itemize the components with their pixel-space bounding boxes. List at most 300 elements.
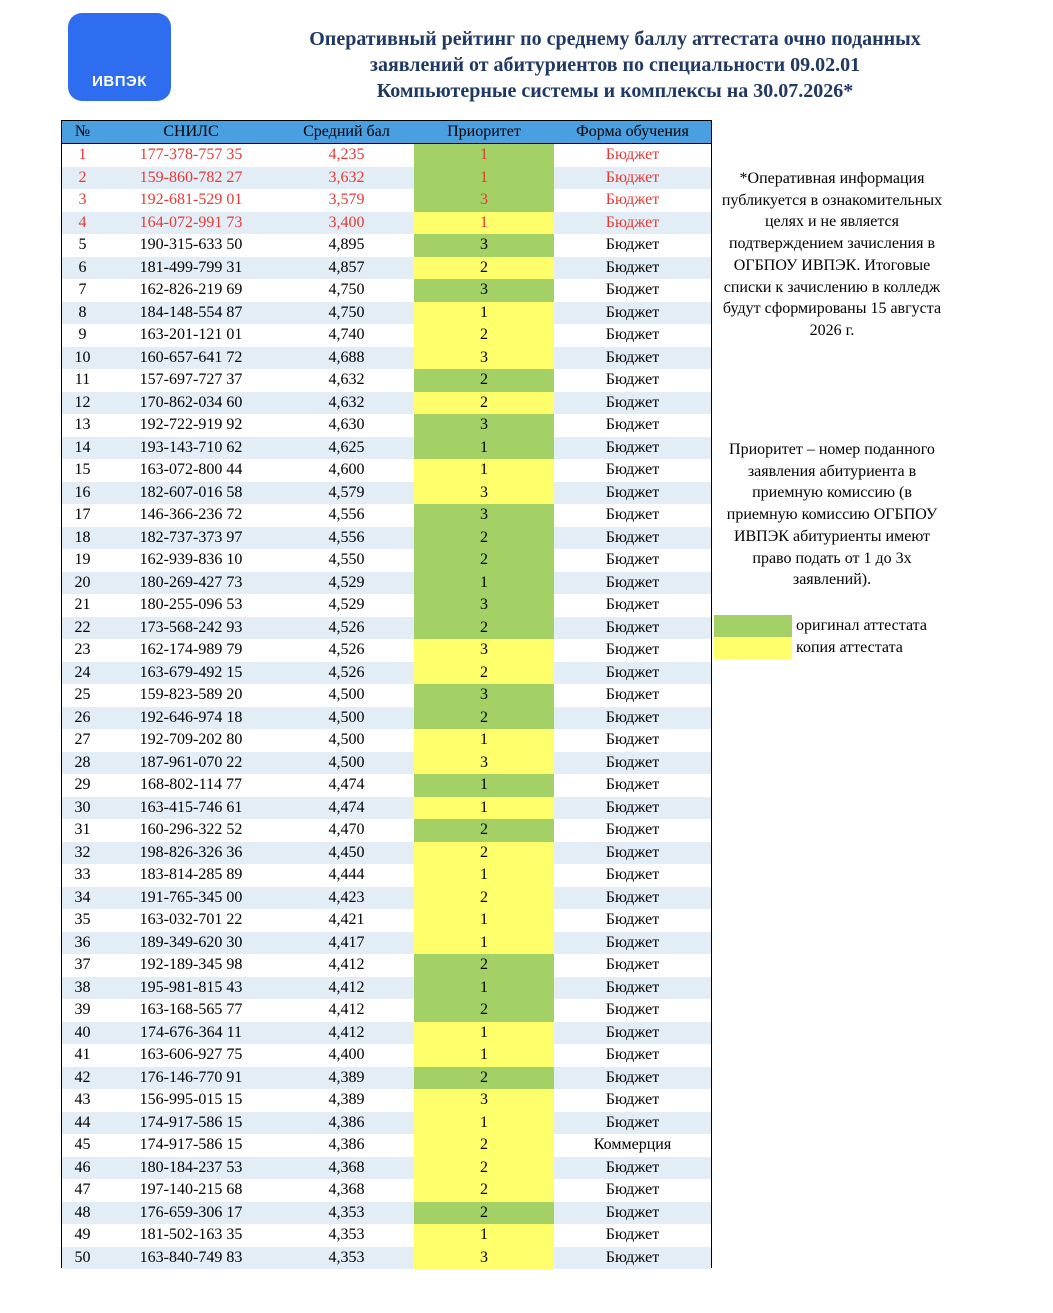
- row-form: Бюджет: [605, 213, 660, 231]
- row-score: 4,750: [328, 303, 365, 321]
- row-form: Бюджет: [605, 843, 660, 861]
- table-row: [62, 819, 711, 842]
- row-num: 31: [74, 821, 91, 838]
- row-form: Бюджет: [605, 348, 660, 366]
- row-form: Бюджет: [605, 461, 660, 478]
- row-snils: 163-606-927 75: [139, 1046, 243, 1063]
- row-priority: 1: [414, 437, 554, 460]
- row-priority: 1: [414, 144, 554, 167]
- row-form: Бюджет: [605, 911, 660, 928]
- row-priority: 2: [414, 1179, 554, 1202]
- row-snils: 192-681-529 01: [139, 191, 243, 208]
- table-row: [62, 279, 711, 302]
- row-score: 4,630: [328, 416, 365, 433]
- row-score: 4,550: [328, 551, 365, 568]
- row-num: 15: [74, 461, 91, 478]
- table-row: [62, 347, 711, 370]
- row-form: Бюджет: [605, 1226, 660, 1243]
- row-snils: 163-679-492 15: [139, 663, 243, 681]
- table-row: [62, 572, 711, 595]
- row-score: 4,368: [328, 1181, 365, 1198]
- row-priority: 2: [414, 887, 554, 910]
- row-score: 4,386: [328, 1136, 365, 1153]
- row-num: 46: [74, 1158, 91, 1176]
- row-priority: 2: [414, 1134, 554, 1157]
- row-form: Бюджет: [605, 258, 660, 276]
- row-priority: 2: [414, 819, 554, 842]
- row-snils: 180-255-096 53: [139, 596, 243, 613]
- table-row: [62, 504, 711, 527]
- row-form: Бюджет: [605, 1068, 660, 1086]
- row-num: 10: [74, 348, 91, 366]
- disclaimer-note: *Оперативная информация публикуется в ознакомительных целях и не является подтверждением зачисления в ОГБПОУ ИВПЭК. Итоговые списки к зачислению в колледж будут сформированы 15 августа 2026 г.: [721, 170, 943, 339]
- row-snils: 159-860-782 27: [139, 168, 243, 186]
- row-num: 24: [74, 663, 91, 681]
- table-header: [62, 120, 711, 144]
- row-num: 13: [74, 416, 91, 433]
- row-form: Бюджет: [605, 168, 660, 186]
- row-priority: 1: [414, 167, 554, 190]
- legend-copy-label: копия аттестата: [796, 639, 903, 656]
- row-priority: 3: [414, 684, 554, 707]
- row-num: 49: [74, 1226, 91, 1243]
- table-row: [62, 639, 711, 662]
- row-form: Бюджет: [605, 1181, 660, 1198]
- row-priority: 3: [414, 1089, 554, 1112]
- row-score: 4,412: [328, 956, 365, 973]
- row-form: Бюджет: [605, 933, 660, 951]
- row-num: 37: [74, 956, 91, 973]
- row-num: 32: [74, 843, 91, 861]
- row-score: 4,526: [328, 641, 365, 658]
- row-num: 36: [74, 933, 91, 951]
- table-row: [62, 594, 711, 617]
- legend-copy-swatch: [714, 637, 792, 659]
- priority-note: Приоритет – номер поданного заявления абитуриента в приемную комиссию (в приемную комиссию ОГБПОУ ИВПЭК абитуриенты имеют право подать от 1 до 3х заявлений).: [726, 441, 938, 589]
- row-snils: 197-140-215 68: [139, 1181, 243, 1198]
- row-score: 3,400: [328, 213, 365, 231]
- row-num: 41: [74, 1046, 91, 1063]
- row-form: Бюджет: [605, 1158, 660, 1176]
- rating-table: [61, 120, 712, 1268]
- table-row: [62, 662, 711, 685]
- row-snils: 176-146-770 91: [139, 1068, 243, 1086]
- row-priority: 1: [414, 932, 554, 955]
- row-priority: 2: [414, 1067, 554, 1090]
- table-row: [62, 234, 711, 257]
- row-score: 4,412: [328, 978, 365, 996]
- row-priority: 2: [414, 842, 554, 865]
- row-snils: 173-568-242 93: [139, 618, 243, 636]
- row-score: 4,474: [328, 798, 365, 816]
- row-form: Бюджет: [605, 191, 660, 208]
- table-row: [62, 977, 711, 1000]
- row-snils: 174-917-586 15: [139, 1113, 243, 1131]
- table-row: [62, 167, 711, 190]
- row-num: 1: [78, 146, 87, 163]
- ivpek-logo: [68, 13, 171, 101]
- row-num: 39: [74, 1001, 91, 1018]
- row-num: 27: [74, 731, 91, 748]
- row-score: 4,500: [328, 731, 365, 748]
- row-priority: 3: [414, 189, 554, 212]
- row-priority: 1: [414, 1044, 554, 1067]
- header-num: №: [74, 123, 91, 140]
- row-form: Бюджет: [605, 483, 660, 501]
- table-row: [62, 1202, 711, 1225]
- row-score: 4,474: [328, 776, 365, 793]
- row-form: Бюджет: [605, 1203, 660, 1221]
- table-row: [62, 954, 711, 977]
- row-snils: 163-201-121 01: [139, 326, 243, 343]
- row-form: Бюджет: [605, 551, 660, 568]
- row-num: 45: [74, 1136, 91, 1153]
- row-num: 16: [74, 483, 91, 501]
- row-form: Бюджет: [605, 821, 660, 838]
- row-snils: 160-657-641 72: [139, 348, 243, 366]
- row-score: 4,423: [328, 888, 365, 906]
- row-snils: 187-961-070 22: [139, 753, 243, 771]
- row-snils: 162-939-836 10: [139, 551, 243, 568]
- row-snils: 191-765-345 00: [139, 888, 243, 906]
- row-priority: 1: [414, 302, 554, 325]
- row-num: 4: [78, 213, 87, 231]
- table-row: [62, 1134, 711, 1157]
- row-score: 4,740: [328, 326, 365, 343]
- row-form: Бюджет: [605, 641, 660, 658]
- row-priority: 3: [414, 482, 554, 505]
- table-row: [62, 414, 711, 437]
- row-priority: 1: [414, 1112, 554, 1135]
- row-form: Бюджет: [605, 281, 660, 298]
- row-form: Бюджет: [605, 416, 660, 433]
- row-priority: 2: [414, 662, 554, 685]
- header-priority: Приоритет: [447, 123, 521, 140]
- row-form: Бюджет: [605, 776, 660, 793]
- row-num: 35: [74, 911, 91, 928]
- row-score: 4,500: [328, 708, 365, 726]
- row-snils: 189-349-620 30: [139, 933, 243, 951]
- row-num: 33: [74, 866, 91, 883]
- row-form: Бюджет: [605, 1113, 660, 1131]
- row-priority: 2: [414, 324, 554, 347]
- row-snils: 193-143-710 62: [139, 438, 243, 456]
- row-score: 4,417: [328, 933, 365, 951]
- row-priority: 1: [414, 729, 554, 752]
- row-num: 28: [74, 753, 91, 771]
- legend-original-swatch: [714, 615, 792, 637]
- row-form: Бюджет: [605, 596, 660, 613]
- row-form: Бюджет: [605, 303, 660, 321]
- row-form: Бюджет: [605, 708, 660, 726]
- row-form: Бюджет: [605, 146, 660, 163]
- row-form: Бюджет: [605, 686, 660, 703]
- table-row: [62, 369, 711, 392]
- row-num: 26: [74, 708, 91, 726]
- row-form: Бюджет: [605, 1091, 660, 1108]
- row-priority: 2: [414, 617, 554, 640]
- table-row: [62, 1044, 711, 1067]
- row-priority: 1: [414, 212, 554, 235]
- row-score: 4,470: [328, 821, 365, 838]
- row-form: Бюджет: [605, 1248, 660, 1266]
- row-score: 4,529: [328, 596, 365, 613]
- table-row: [62, 909, 711, 932]
- row-snils: 157-697-727 37: [139, 371, 243, 388]
- table-row: [62, 212, 711, 235]
- row-priority: 2: [414, 549, 554, 572]
- row-priority: 2: [414, 1157, 554, 1180]
- row-form: Бюджет: [605, 618, 660, 636]
- row-priority: 1: [414, 1022, 554, 1045]
- row-priority: 1: [414, 572, 554, 595]
- row-num: 38: [74, 978, 91, 996]
- table-row: [62, 932, 711, 955]
- table-row: [62, 549, 711, 572]
- row-score: 4,600: [328, 461, 365, 478]
- row-num: 42: [74, 1068, 91, 1086]
- table-row: [62, 1089, 711, 1112]
- row-num: 18: [74, 528, 91, 546]
- row-snils: 181-499-799 31: [139, 258, 243, 276]
- table-row: [62, 1022, 711, 1045]
- row-priority: 2: [414, 527, 554, 550]
- table-row: [62, 797, 711, 820]
- row-snils: 159-823-589 20: [139, 686, 243, 703]
- row-num: 44: [74, 1113, 91, 1131]
- row-snils: 163-415-746 61: [139, 798, 243, 816]
- row-score: 3,632: [328, 168, 365, 186]
- table-row: [62, 999, 711, 1022]
- header-snils: СНИЛС: [163, 123, 219, 140]
- row-priority: 1: [414, 909, 554, 932]
- row-score: 4,389: [328, 1068, 365, 1086]
- row-score: 4,353: [328, 1203, 365, 1221]
- table-row: [62, 1247, 711, 1270]
- row-num: 20: [74, 573, 91, 591]
- row-score: 4,632: [328, 371, 365, 388]
- row-score: 4,556: [328, 506, 365, 523]
- table-row: [62, 459, 711, 482]
- row-form: Бюджет: [605, 326, 660, 343]
- table-row: [62, 684, 711, 707]
- table-row: [62, 189, 711, 212]
- row-snils: 174-917-586 15: [139, 1136, 243, 1153]
- row-num: 9: [78, 326, 87, 343]
- row-priority: 2: [414, 369, 554, 392]
- row-priority: 2: [414, 999, 554, 1022]
- row-snils: 162-174-989 79: [139, 641, 243, 658]
- row-score: 4,500: [328, 686, 365, 703]
- row-snils: 170-862-034 60: [139, 393, 243, 411]
- row-num: 2: [78, 168, 87, 186]
- table-row: [62, 774, 711, 797]
- row-num: 25: [74, 686, 91, 703]
- row-priority: 3: [414, 347, 554, 370]
- row-num: 23: [74, 641, 91, 658]
- row-form: Бюджет: [605, 371, 660, 388]
- row-snils: 195-981-815 43: [139, 978, 243, 996]
- table-row: [62, 144, 711, 167]
- row-score: 4,235: [328, 146, 365, 163]
- row-score: 4,579: [328, 483, 365, 501]
- row-form: Бюджет: [605, 573, 660, 591]
- row-snils: 190-315-633 50: [139, 236, 243, 253]
- row-priority: 3: [414, 234, 554, 257]
- row-snils: 192-189-345 98: [139, 956, 243, 973]
- row-snils: 177-378-757 35: [139, 146, 243, 163]
- row-num: 11: [74, 371, 91, 388]
- header-score: Средний бал: [303, 123, 390, 140]
- row-form: Бюджет: [605, 663, 660, 681]
- row-num: 17: [74, 506, 91, 523]
- row-score: 4,556: [328, 528, 365, 546]
- row-score: 4,526: [328, 663, 365, 681]
- table-row: [62, 842, 711, 865]
- table-row: [62, 302, 711, 325]
- row-snils: 176-659-306 17: [139, 1203, 243, 1221]
- row-snils: 163-840-749 83: [139, 1248, 243, 1266]
- row-score: 4,529: [328, 573, 365, 591]
- row-num: 19: [74, 551, 91, 568]
- row-priority: 3: [414, 639, 554, 662]
- row-num: 7: [78, 281, 87, 298]
- row-form: Бюджет: [605, 798, 660, 816]
- row-score: 4,353: [328, 1226, 365, 1243]
- row-score: 4,750: [328, 281, 365, 298]
- row-snils: 163-168-565 77: [139, 1001, 243, 1018]
- row-form: Бюджет: [605, 1001, 660, 1018]
- row-priority: 2: [414, 392, 554, 415]
- row-num: 5: [78, 236, 87, 253]
- row-snils: 183-814-285 89: [139, 866, 243, 883]
- row-form: Бюджет: [605, 528, 660, 546]
- row-form: Бюджет: [605, 731, 660, 748]
- row-score: 4,526: [328, 618, 365, 636]
- row-snils: 156-995-015 15: [139, 1091, 243, 1108]
- table-row: [62, 257, 711, 280]
- row-priority: 1: [414, 864, 554, 887]
- row-score: 4,450: [328, 843, 365, 861]
- row-priority: 3: [414, 279, 554, 302]
- row-form: Бюджет: [605, 956, 660, 973]
- table-row: [62, 864, 711, 887]
- row-num: 48: [74, 1203, 91, 1221]
- row-num: 8: [78, 303, 87, 321]
- row-score: 4,412: [328, 1001, 365, 1018]
- table-row: [62, 729, 711, 752]
- row-form: Бюджет: [605, 1023, 660, 1041]
- row-score: 4,895: [328, 236, 365, 253]
- row-num: 30: [74, 798, 91, 816]
- row-snils: 182-607-016 58: [139, 483, 243, 501]
- row-snils: 192-646-974 18: [139, 708, 243, 726]
- table-row: [62, 482, 711, 505]
- logo-text: ИВПЭК: [92, 73, 147, 90]
- row-priority: 2: [414, 257, 554, 280]
- row-snils: 184-148-554 87: [139, 303, 243, 321]
- row-num: 14: [74, 438, 91, 456]
- row-num: 29: [74, 776, 91, 793]
- row-score: 4,625: [328, 438, 365, 456]
- row-num: 47: [74, 1181, 91, 1198]
- row-form: Бюджет: [605, 1046, 660, 1063]
- legend-original-label: оригинал аттестата: [796, 617, 927, 634]
- row-score: 4,386: [328, 1113, 365, 1131]
- row-form: Бюджет: [605, 438, 660, 456]
- table-row: [62, 887, 711, 910]
- row-priority: 3: [414, 414, 554, 437]
- row-score: 4,632: [328, 393, 365, 411]
- title-line-3: Компьютерные системы и комплексы на 30.07.2026*: [376, 80, 854, 102]
- row-priority: 1: [414, 459, 554, 482]
- row-score: 4,500: [328, 753, 365, 771]
- row-score: 3,579: [328, 191, 365, 208]
- row-priority: 3: [414, 594, 554, 617]
- row-snils: 180-184-237 53: [139, 1158, 243, 1176]
- row-snils: 182-737-373 97: [139, 528, 243, 546]
- table-row: [62, 1067, 711, 1090]
- row-score: 4,389: [328, 1091, 365, 1108]
- row-snils: 174-676-364 11: [139, 1023, 243, 1041]
- row-priority: 3: [414, 752, 554, 775]
- row-num: 50: [74, 1248, 91, 1266]
- table-row: [62, 324, 711, 347]
- title-line-2: заявлений от абитуриентов по специальности 09.02.01: [369, 54, 861, 76]
- row-num: 22: [74, 618, 91, 636]
- row-priority: 1: [414, 1224, 554, 1247]
- row-snils: 198-826-326 36: [139, 843, 243, 861]
- row-priority: 2: [414, 1202, 554, 1225]
- table-row: [62, 1224, 711, 1247]
- row-score: 4,412: [328, 1023, 365, 1041]
- row-snils: 163-032-701 22: [139, 911, 243, 928]
- row-score: 4,857: [328, 258, 365, 276]
- row-snils: 164-072-991 73: [139, 213, 243, 231]
- row-form: Бюджет: [605, 506, 660, 523]
- table-row: [62, 752, 711, 775]
- row-num: 3: [78, 191, 87, 208]
- table-row: [62, 392, 711, 415]
- row-snils: 163-072-800 44: [139, 461, 243, 478]
- row-priority: 1: [414, 774, 554, 797]
- row-num: 21: [74, 596, 91, 613]
- table-row: [62, 1179, 711, 1202]
- header-form: Форма обучения: [576, 123, 689, 140]
- row-score: 4,421: [328, 911, 365, 928]
- row-num: 12: [74, 393, 91, 411]
- row-snils: 192-722-919 92: [139, 416, 243, 433]
- row-snils: 192-709-202 80: [139, 731, 243, 748]
- row-num: 43: [74, 1091, 91, 1108]
- row-form: Коммерция: [593, 1136, 672, 1153]
- row-priority: 2: [414, 707, 554, 730]
- row-snils: 160-296-322 52: [139, 821, 243, 838]
- page-title: [270, 26, 960, 104]
- row-num: 40: [74, 1023, 91, 1041]
- row-score: 4,368: [328, 1158, 365, 1176]
- row-form: Бюджет: [605, 978, 660, 996]
- row-form: Бюджет: [605, 866, 660, 883]
- row-num: 34: [74, 888, 91, 906]
- row-priority: 2: [414, 954, 554, 977]
- row-snils: 162-826-219 69: [139, 281, 243, 298]
- row-priority: 1: [414, 977, 554, 1000]
- table-row: [62, 1157, 711, 1180]
- row-priority: 3: [414, 1247, 554, 1270]
- table-row: [62, 707, 711, 730]
- title-line-1: Оперативный рейтинг по среднему баллу аттестата очно поданных: [309, 28, 921, 50]
